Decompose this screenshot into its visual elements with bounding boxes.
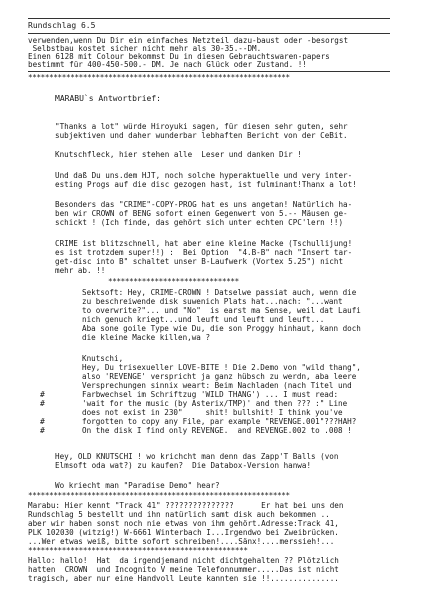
paragraph-line: CRIME ist blitzschnell, hat aber eine kleine Macke (Tschullijung! bbox=[55, 239, 353, 248]
knutschi-line: does not exist in 230" shit! bullshit! I think you've bbox=[82, 408, 343, 417]
final-line: tragisch, aber nur eine Handvoll Leute kannten sie !!............... bbox=[28, 574, 339, 583]
paragraph-line: mehr ab. !! bbox=[55, 266, 106, 275]
sektsoft-line: nich genuch kriegt...und leuft und leuft und leuft... bbox=[82, 315, 325, 324]
stars-separator: ************************************************************** bbox=[28, 491, 290, 500]
top-rule bbox=[28, 18, 390, 19]
intro-rule bbox=[28, 71, 390, 72]
answer-line: Rundschlag 5 bestellt und ihn natürlich samt disk auch bekommen .. bbox=[28, 510, 330, 519]
final-line: hatten CROWN und Incognito V meine Telefonnummer.....Das ist nicht bbox=[28, 565, 339, 574]
question-line: Wo kriecht man "Paradise Demo" hear? bbox=[55, 481, 220, 490]
answer-line: Marabu: Hier kennt "Track 41" ??????????????? Er hat bei uns den bbox=[28, 501, 344, 510]
answer-line: aber wir haben sonst noch nie etwas von ihm gehört.Adresse:Track 41, bbox=[28, 519, 339, 528]
header-rule bbox=[28, 33, 390, 34]
hash-bullet: # bbox=[40, 426, 45, 435]
page-header-title: Rundschlag 6.5 bbox=[28, 21, 96, 30]
paragraph-line: Und daß Du uns.dem HJT, noch solche hyperaktuelle und very inter- bbox=[55, 171, 353, 180]
knutschi-line: Versprechungen sinnix weart: Beim Nachladen (nach Titel und bbox=[82, 381, 352, 390]
intro-line: Einen 6128 mit Colour bekommst Du in diesen Gebrauchtswaren-papers bbox=[28, 52, 330, 61]
sektsoft-line: zu beschreiwende disk suwenich Plats hat...nach: "...want bbox=[82, 297, 343, 306]
paragraph-line: schickt ! (Ich finde, das gehört sich unter echten CPC'lern !!) bbox=[55, 218, 344, 227]
closing-line: Elmsoft oda wat?) zu kaufen? Die Databox-Version hanwa! bbox=[55, 461, 312, 470]
paragraph-line: es ist trotzdem super!!) : Bei Option "4.B-B" nach "Insert tar- bbox=[55, 248, 353, 257]
hash-bullet: # bbox=[40, 417, 45, 426]
knutschi-line: Farbwechsel im Schriftzug 'WILD THANG') ... I must read: bbox=[82, 390, 339, 399]
hash-bullet: # bbox=[40, 399, 45, 408]
paragraph-line: Besonders das "CRIME"-COPY-PROG hat es uns angetan! Natürlich ha- bbox=[55, 200, 353, 209]
sektsoft-line: Aba sone goile Type wie Du, die son Proggy hinhaut, kann doch bbox=[82, 324, 361, 333]
sektsoft-line: die kleine Macke killen,wa ? bbox=[82, 333, 211, 342]
stars-separator: ************************************************************** bbox=[28, 73, 290, 82]
answer-line: ...Wer etwas weiß, bitte sofort schreiben!....Sänx!....merssieh!... bbox=[28, 537, 335, 546]
paragraph-line: "Thanks a lot" würde Hiroyuki sagen, für diesen sehr guten, sehr bbox=[55, 122, 348, 131]
paragraph-line: subjektiven und daher wunderbar lebhaften Bericht von der CeBit. bbox=[55, 131, 348, 140]
intro-line: bestimmt für 400-450-500.- DM. Je nach Glück oder Zustand. !! bbox=[28, 60, 307, 69]
final-line: Hallo: hallo! Hat da irgendjemand nicht dichtgehalten ?? Plötzlich bbox=[28, 556, 339, 565]
intro-line: verwenden,wenn Du Dir ein einfaches Netzteil dazu-baust oder -besorgst bbox=[28, 36, 349, 45]
answer-line: PLK 102030 (witzig!) W-6661 Winterbach I...Irgendwo bei Zweibrücken. bbox=[28, 528, 339, 537]
knutschi-line: 'wait for the music (by Asterix/TMP)' and then ??? :" Line bbox=[82, 399, 348, 408]
intro-line: Selbstbau kostet sicher nicht mehr als 30-35.--DM. bbox=[28, 44, 262, 53]
paragraph-line: get-disc into B" schaltet unser B-Laufwerk (Vortex 5.25") nicht bbox=[55, 257, 344, 266]
knutschi-line: forgotten to copy any File, par example "REVENGE.001"???HAH? bbox=[82, 417, 357, 426]
closing-line: Hey, OLD KNUTSCHI ! wo krichcht man denn das Zapp'T Balls (von bbox=[55, 452, 339, 461]
sektsoft-line: to overwrite?"... und "No" is earst ma Sense, weil dat Laufi bbox=[82, 306, 361, 315]
sektsoft-line: Sektsoft: Hey, CRIME-CROWN ! Datselwe passiat auch, wenn die bbox=[82, 288, 357, 297]
paragraph-line: ben wir CROWN of BENG sofort einen Gegenwert von 5.-- Mäusen ge- bbox=[55, 209, 348, 218]
paragraph-line: Knutschfleck, hier stehen alle Leser und danken Dir ! bbox=[55, 150, 302, 159]
knutschi-line: Knutschi, bbox=[82, 354, 124, 363]
knutschi-line: also 'REVENGE' verspricht ja ganz hübsch zu werdn, aba leere bbox=[82, 372, 357, 381]
inner-stars: ******************************* bbox=[108, 277, 239, 286]
stars-separator: **************************************************** bbox=[28, 546, 248, 555]
paragraph-line: esting Progs auf die disc gezogen hast, ist fulminant!Thanx a lot! bbox=[55, 180, 357, 189]
section-heading: MARABU`s Antwortbrief: bbox=[55, 94, 161, 103]
knutschi-line: On the disk I find only REVENGE. and REVENGE.002 to .008 ! bbox=[82, 426, 352, 435]
hash-bullet: # bbox=[40, 390, 45, 399]
knutschi-line: Hey, Du trisexueller LOVE-BITE ! Die 2.Demo von "wild thang", bbox=[82, 363, 361, 372]
